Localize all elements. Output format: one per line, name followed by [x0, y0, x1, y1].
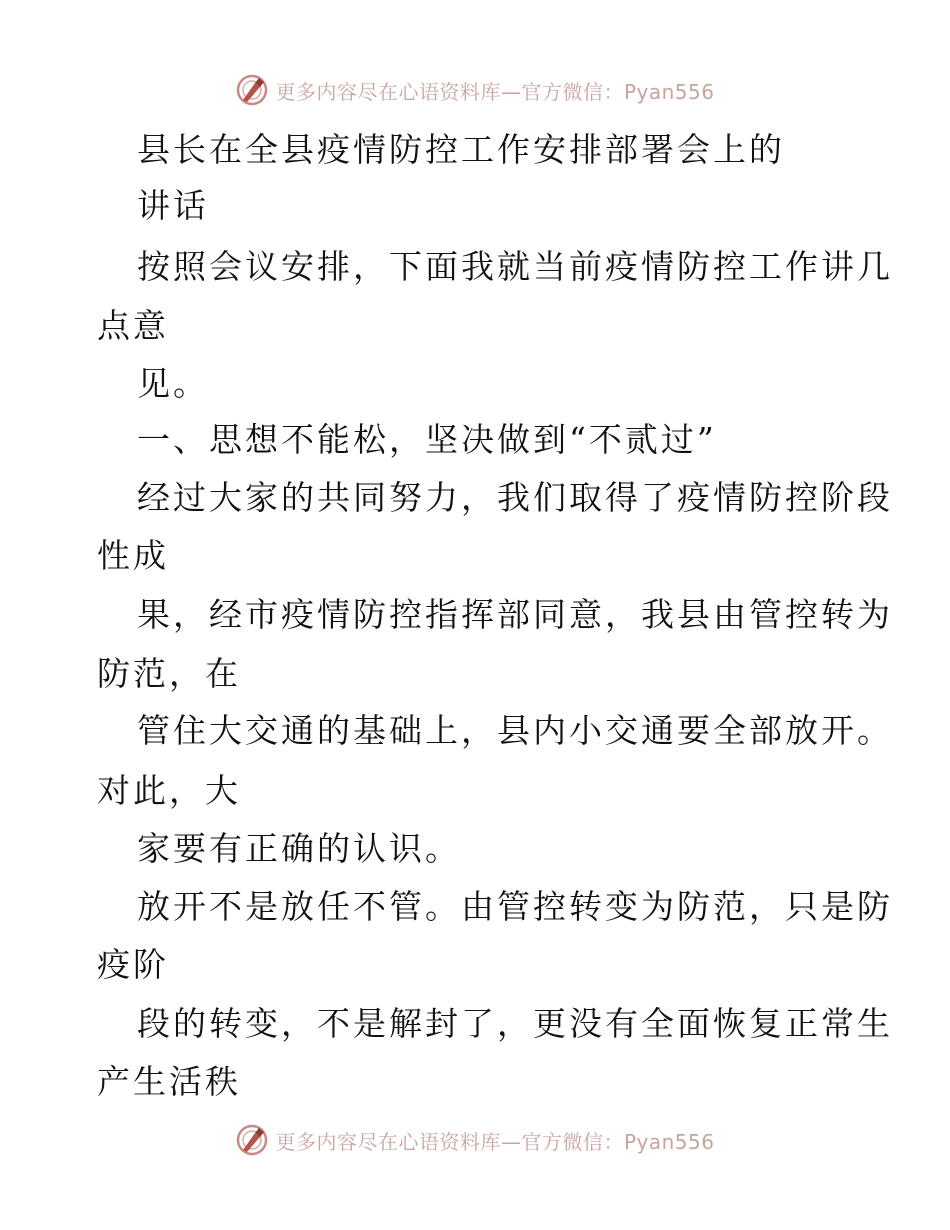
- footer-watermark: [0, 1120, 950, 1160]
- watermark-text: 更多内容尽在心语资料库—官方微信：Pyan556: [275, 1129, 715, 1154]
- pen-logo-icon: [235, 1123, 269, 1157]
- watermark-text: 更多内容尽在心语资料库—官方微信：Pyan556: [275, 79, 715, 104]
- paragraph-line: 防范，在: [97, 654, 241, 693]
- paragraph-line: 放开不是放任不管。由管控转变为防范，只是防: [137, 887, 893, 926]
- section-heading: 一、思想不能松，坚决做到“不贰过”: [137, 420, 717, 459]
- paragraph-line: 疫阶: [97, 945, 169, 984]
- paragraph-line: 产生活秩: [97, 1062, 241, 1101]
- paragraph-line: 经过大家的共同努力，我们取得了疫情防控阶段: [137, 478, 893, 517]
- paragraph-line: 性成: [97, 536, 169, 575]
- title-line-2: 讲话: [137, 186, 209, 225]
- paragraph-line: 按照会议安排，下面我就当前疫情防控工作讲几: [137, 247, 893, 286]
- pen-logo-icon: [235, 73, 269, 107]
- paragraph-line: 果，经市疫情防控指挥部同意，我县由管控转为: [137, 595, 893, 634]
- document-body: [0, 118, 950, 1108]
- paragraph-line: 对此，大: [97, 771, 241, 810]
- paragraph-line: 点意: [97, 306, 169, 345]
- paragraph-line: 管住大交通的基础上，县内小交通要全部放开。: [137, 711, 893, 750]
- header-watermark: [0, 70, 950, 110]
- title-line-1: 县长在全县疫情防控工作安排部署会上的: [137, 130, 785, 169]
- paragraph-line: 段的转变，不是解封了，更没有全面恢复正常生: [137, 1004, 893, 1043]
- paragraph-line: 见。: [137, 364, 209, 403]
- paragraph-line: 家要有正确的认识。: [137, 829, 461, 868]
